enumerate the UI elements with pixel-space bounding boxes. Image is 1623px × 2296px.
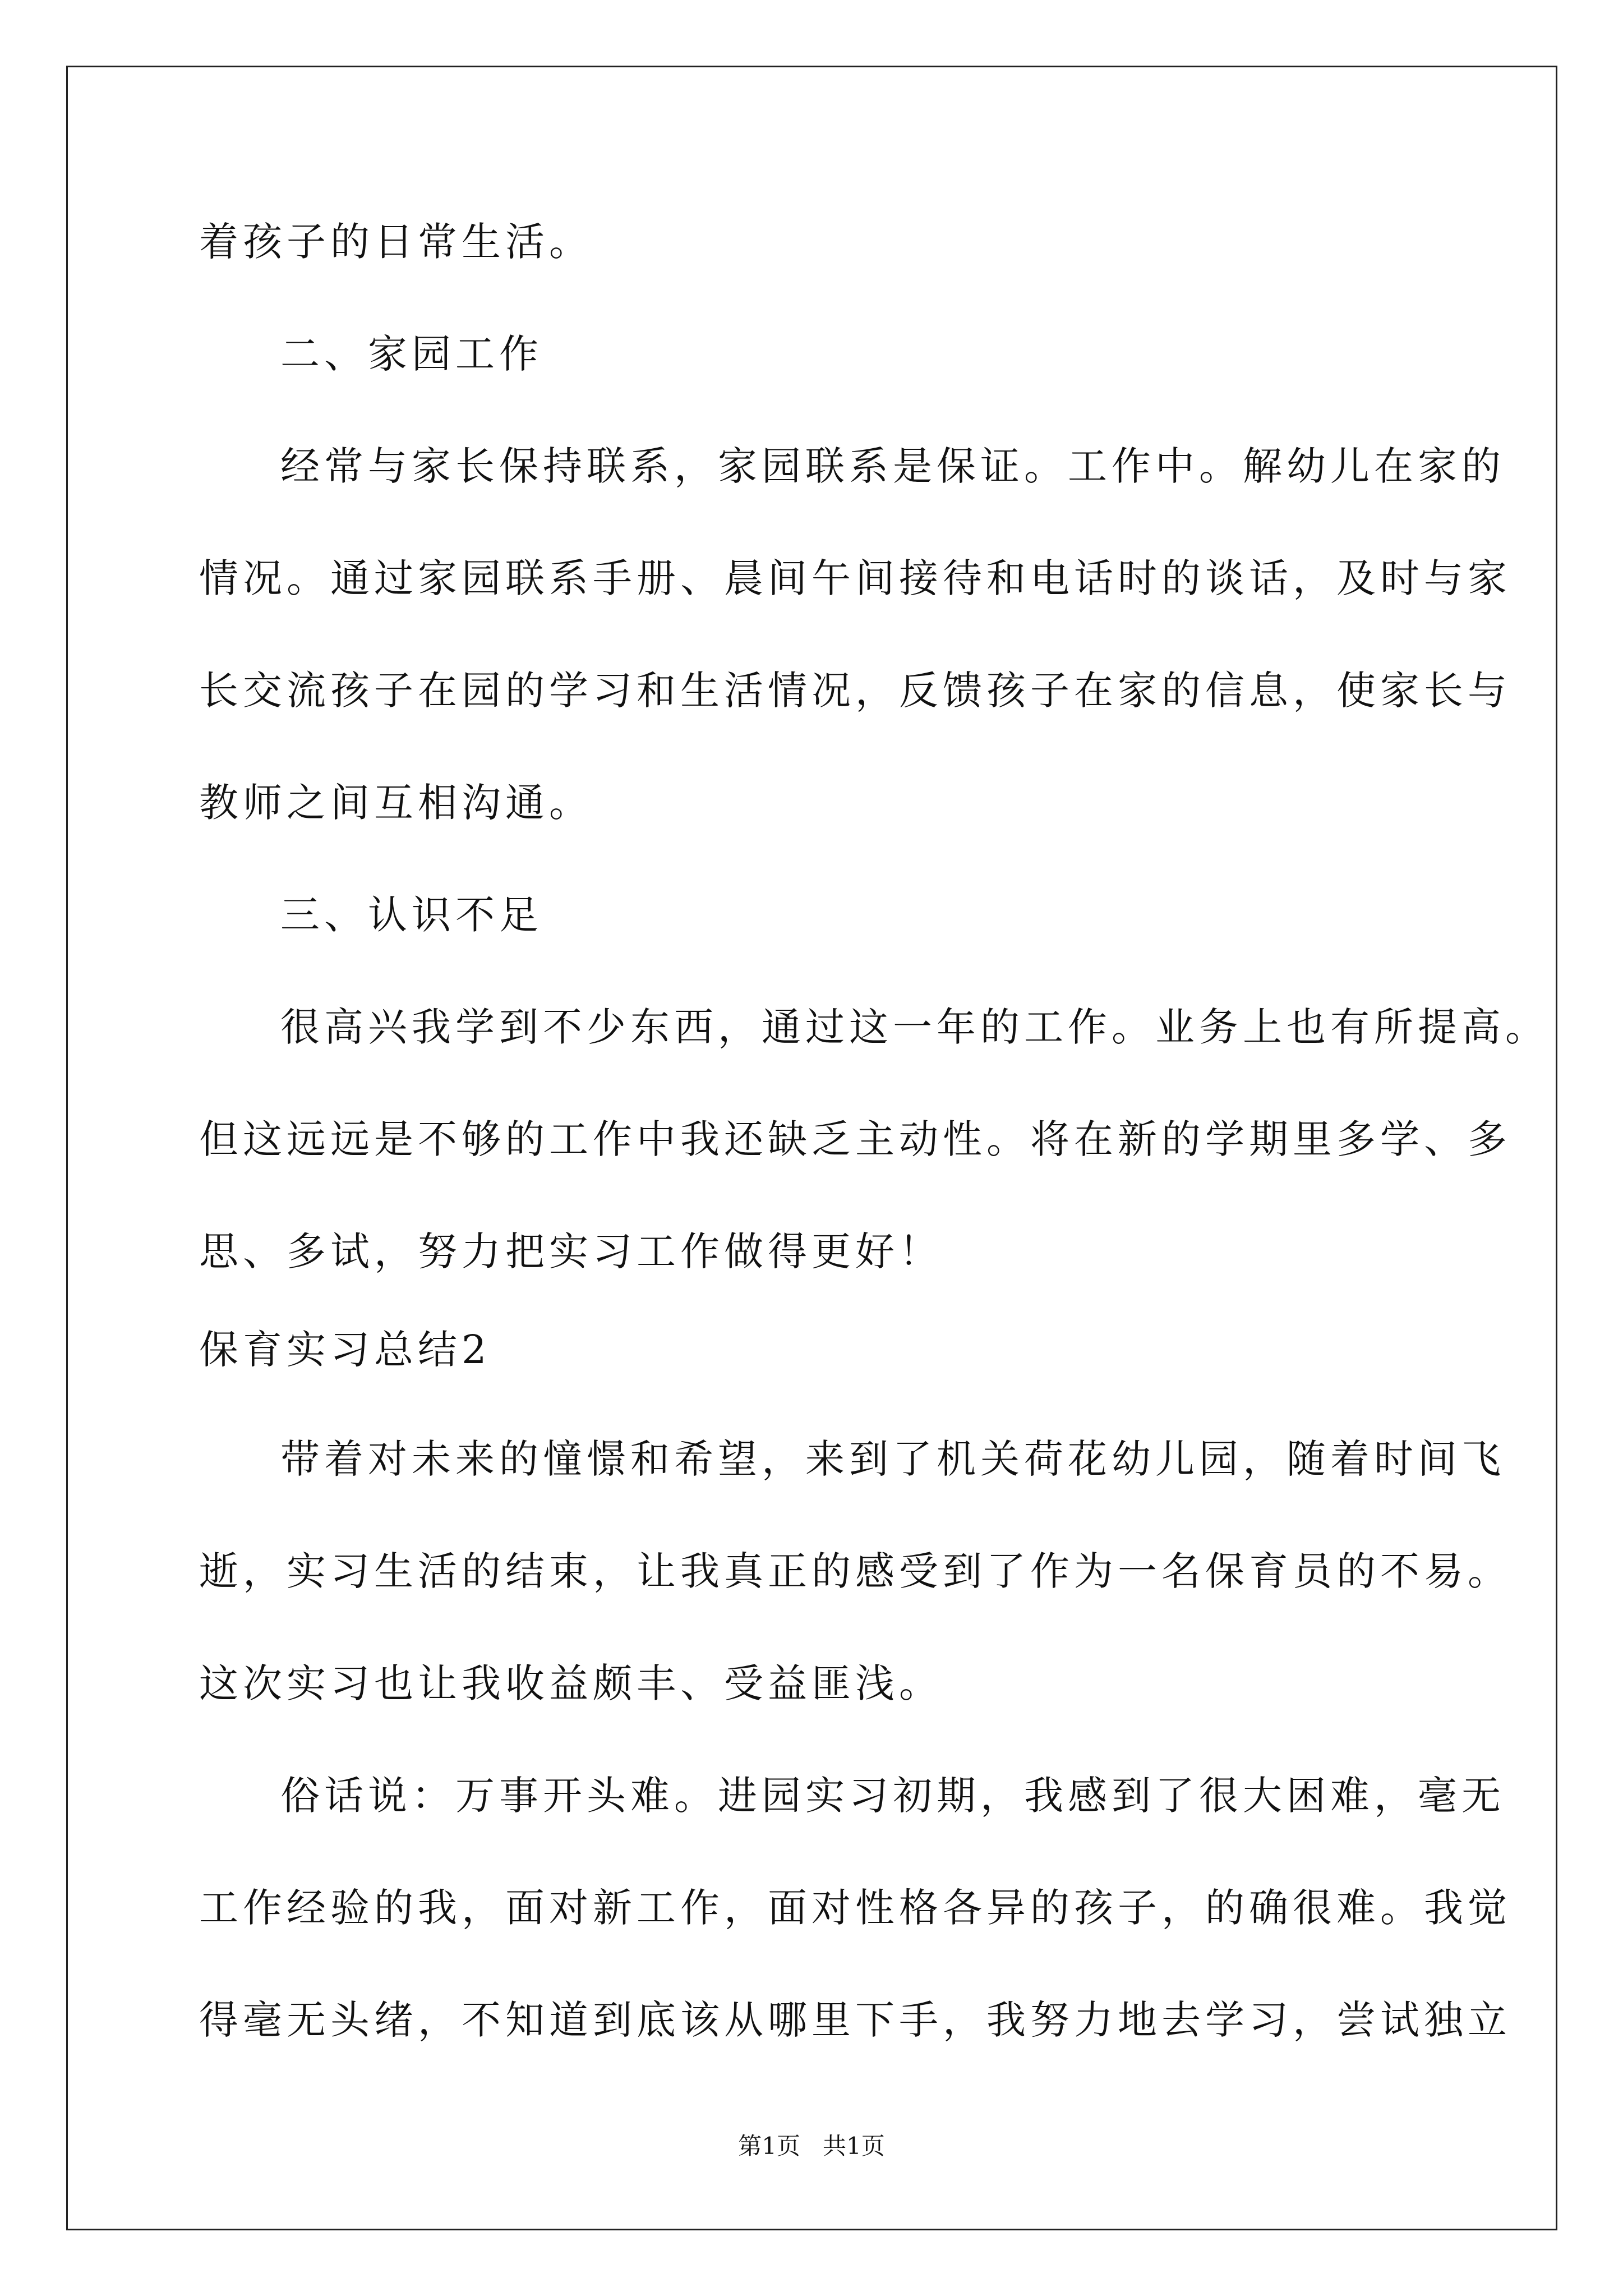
text-line-9: 但这远远是不够的工作中我还缺乏主动性。将在新的学期里多学、多 — [199, 1116, 1511, 1162]
text-line-8: 很高兴我学到不少东西，通过这一年的工作。业务上也有所提高。 — [280, 1004, 1549, 1050]
text-line-15: 俗话说：万事开头难。进园实习初期，我感到了很大困难，毫无 — [280, 1773, 1505, 1819]
section-heading-shortcomings: 三、认识不足 — [280, 892, 543, 938]
text-line-4: 情况。通过家园联系手册、晨间午间接待和电话时的谈话，及时与家 — [199, 555, 1511, 601]
text-line-10: 思、多试，努力把实习工作做得更好！ — [199, 1228, 943, 1274]
text-line-13: 逝，实习生活的结束，让我真正的感受到了作为一名保育员的不易。 — [199, 1548, 1511, 1594]
text-line-16: 工作经验的我，面对新工作，面对性格各异的孩子，的确很难。我觉 — [199, 1885, 1511, 1931]
page-footer: 第1页 共1页 — [738, 2132, 885, 2160]
text-line-14: 这次实习也让我收益颇丰、受益匪浅。 — [199, 1660, 943, 1706]
text-line-12: 带着对未来的憧憬和希望，来到了机关荷花幼儿园，随着时间飞 — [280, 1436, 1505, 1482]
text-line-1: 着孩子的日常生活。 — [199, 219, 593, 265]
text-line-5: 长交流孩子在园的学习和生活情况，反馈孩子在家的信息，使家长与 — [199, 668, 1511, 714]
text-line-17: 得毫无头绪，不知道到底该从哪里下手，我努力地去学习，尝试独立 — [199, 1997, 1511, 2043]
text-line-3: 经常与家长保持联系，家园联系是保证。工作中。解幼儿在家的 — [280, 443, 1505, 489]
text-line-6: 教师之间互相沟通。 — [199, 780, 593, 826]
document-title-2: 保育实习总结2 — [199, 1327, 491, 1373]
section-heading-home-school-work: 二、家园工作 — [280, 331, 543, 377]
